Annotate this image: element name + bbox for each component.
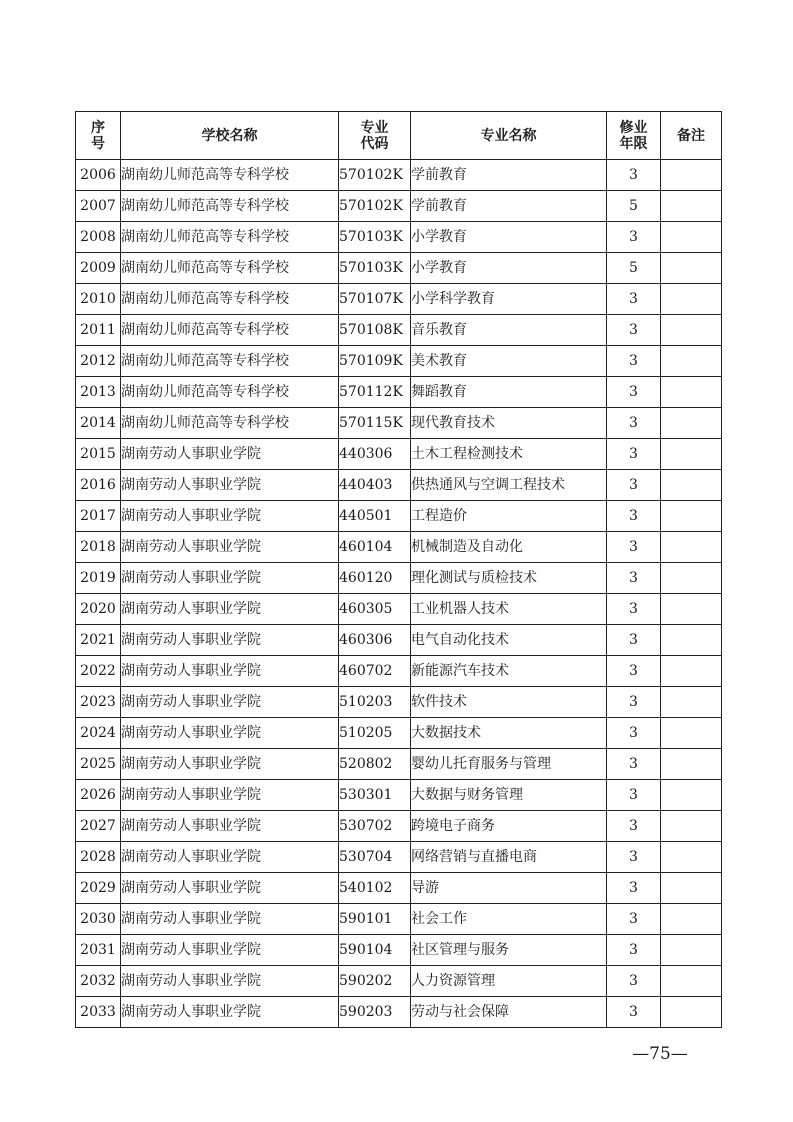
cell-major-code: 510205	[339, 718, 411, 749]
header-years-line-2: 年限	[619, 135, 648, 152]
cell-serial-number: 2007	[76, 191, 121, 222]
cell-remarks	[661, 160, 722, 191]
cell-major-name: 小学教育	[411, 253, 607, 284]
table-row	[76, 532, 722, 563]
cell-study-years: 3	[607, 594, 661, 625]
header-school-name: 学校名称	[121, 112, 339, 160]
cell-school-name: 湖南幼儿师范高等专科学校	[121, 408, 339, 439]
table-row	[76, 811, 722, 842]
cell-major-name: 网络营销与直播电商	[411, 842, 607, 873]
cell-major-code: 590203	[339, 997, 411, 1028]
cell-major-name: 跨境电子商务	[411, 811, 607, 842]
cell-major-code: 460305	[339, 594, 411, 625]
cell-study-years: 3	[607, 780, 661, 811]
cell-major-code: 570109K	[339, 346, 411, 377]
cell-major-name: 新能源汽车技术	[411, 656, 607, 687]
cell-major-name: 电气自动化技术	[411, 625, 607, 656]
cell-remarks	[661, 315, 722, 346]
cell-serial-number: 2032	[76, 966, 121, 997]
cell-school-name: 湖南幼儿师范高等专科学校	[121, 377, 339, 408]
cell-remarks	[661, 501, 722, 532]
cell-serial-number: 2013	[76, 377, 121, 408]
table-row	[76, 253, 722, 284]
cell-remarks	[661, 346, 722, 377]
cell-major-code: 570107K	[339, 284, 411, 315]
cell-study-years: 3	[607, 284, 661, 315]
header-study-years	[607, 112, 661, 160]
cell-major-name: 理化测试与质检技术	[411, 563, 607, 594]
cell-school-name: 湖南劳动人事职业学院	[121, 749, 339, 780]
table-row	[76, 160, 722, 191]
cell-remarks	[661, 532, 722, 563]
cell-major-code: 540102	[339, 873, 411, 904]
cell-remarks	[661, 718, 722, 749]
header-major-code	[339, 112, 411, 160]
cell-study-years: 3	[607, 718, 661, 749]
table-row	[76, 780, 722, 811]
table-row	[76, 408, 722, 439]
cell-study-years: 3	[607, 842, 661, 873]
cell-study-years: 3	[607, 160, 661, 191]
cell-study-years: 3	[607, 873, 661, 904]
cell-major-code: 460702	[339, 656, 411, 687]
table-row	[76, 439, 722, 470]
cell-major-code: 440501	[339, 501, 411, 532]
cell-serial-number: 2026	[76, 780, 121, 811]
cell-school-name: 湖南劳动人事职业学院	[121, 997, 339, 1028]
cell-school-name: 湖南劳动人事职业学院	[121, 532, 339, 563]
cell-study-years: 3	[607, 997, 661, 1028]
cell-study-years: 3	[607, 439, 661, 470]
table-row	[76, 191, 722, 222]
cell-school-name: 湖南幼儿师范高等专科学校	[121, 222, 339, 253]
cell-school-name: 湖南劳动人事职业学院	[121, 501, 339, 532]
table-row	[76, 687, 722, 718]
table-row	[76, 470, 722, 501]
cell-major-code: 530702	[339, 811, 411, 842]
cell-school-name: 湖南劳动人事职业学院	[121, 439, 339, 470]
cell-serial-number: 2017	[76, 501, 121, 532]
cell-school-name: 湖南幼儿师范高等专科学校	[121, 253, 339, 284]
cell-major-name: 工程造价	[411, 501, 607, 532]
page-number: —75—	[632, 1044, 688, 1064]
header-code-line-2: 代码	[360, 135, 389, 152]
table-row	[76, 718, 722, 749]
cell-major-code: 590101	[339, 904, 411, 935]
cell-study-years: 3	[607, 625, 661, 656]
cell-remarks	[661, 780, 722, 811]
cell-study-years: 5	[607, 191, 661, 222]
cell-major-code: 460120	[339, 563, 411, 594]
table-header-row	[76, 112, 722, 160]
majors-table	[75, 111, 722, 1028]
table-row	[76, 997, 722, 1028]
cell-school-name: 湖南幼儿师范高等专科学校	[121, 315, 339, 346]
cell-remarks	[661, 687, 722, 718]
cell-major-code: 570102K	[339, 191, 411, 222]
cell-major-name: 供热通风与空调工程技术	[411, 470, 607, 501]
cell-remarks	[661, 997, 722, 1028]
cell-serial-number: 2018	[76, 532, 121, 563]
table-row	[76, 501, 722, 532]
cell-major-name: 机械制造及自动化	[411, 532, 607, 563]
table-row	[76, 563, 722, 594]
cell-major-name: 小学教育	[411, 222, 607, 253]
header-serial-line-2: 号	[91, 135, 105, 152]
cell-major-name: 大数据与财务管理	[411, 780, 607, 811]
cell-serial-number: 2012	[76, 346, 121, 377]
cell-major-code: 570102K	[339, 160, 411, 191]
table-row	[76, 935, 722, 966]
cell-major-name: 学前教育	[411, 191, 607, 222]
cell-school-name: 湖南劳动人事职业学院	[121, 563, 339, 594]
cell-remarks	[661, 904, 722, 935]
cell-serial-number: 2023	[76, 687, 121, 718]
cell-major-name: 土木工程检测技术	[411, 439, 607, 470]
cell-remarks	[661, 253, 722, 284]
cell-remarks	[661, 966, 722, 997]
cell-remarks	[661, 811, 722, 842]
table-row	[76, 222, 722, 253]
cell-study-years: 3	[607, 811, 661, 842]
table-row	[76, 346, 722, 377]
cell-remarks	[661, 656, 722, 687]
cell-school-name: 湖南幼儿师范高等专科学校	[121, 160, 339, 191]
cell-major-code: 530301	[339, 780, 411, 811]
cell-school-name: 湖南劳动人事职业学院	[121, 594, 339, 625]
cell-major-name: 工业机器人技术	[411, 594, 607, 625]
cell-serial-number: 2020	[76, 594, 121, 625]
cell-study-years: 3	[607, 656, 661, 687]
cell-serial-number: 2006	[76, 160, 121, 191]
cell-major-code: 570103K	[339, 222, 411, 253]
cell-study-years: 3	[607, 904, 661, 935]
table-row	[76, 377, 722, 408]
cell-study-years: 3	[607, 377, 661, 408]
cell-school-name: 湖南劳动人事职业学院	[121, 780, 339, 811]
cell-school-name: 湖南劳动人事职业学院	[121, 873, 339, 904]
table-row	[76, 625, 722, 656]
cell-remarks	[661, 222, 722, 253]
table-body	[76, 160, 722, 1028]
cell-remarks	[661, 935, 722, 966]
cell-remarks	[661, 842, 722, 873]
cell-remarks	[661, 439, 722, 470]
cell-serial-number: 2014	[76, 408, 121, 439]
cell-school-name: 湖南劳动人事职业学院	[121, 904, 339, 935]
cell-school-name: 湖南幼儿师范高等专科学校	[121, 191, 339, 222]
cell-study-years: 3	[607, 346, 661, 377]
cell-serial-number: 2025	[76, 749, 121, 780]
cell-serial-number: 2031	[76, 935, 121, 966]
cell-remarks	[661, 873, 722, 904]
cell-study-years: 3	[607, 315, 661, 346]
cell-major-code: 530704	[339, 842, 411, 873]
cell-major-name: 劳动与社会保障	[411, 997, 607, 1028]
cell-serial-number: 2019	[76, 563, 121, 594]
cell-major-name: 大数据技术	[411, 718, 607, 749]
cell-school-name: 湖南劳动人事职业学院	[121, 842, 339, 873]
cell-study-years: 3	[607, 687, 661, 718]
cell-study-years: 3	[607, 501, 661, 532]
header-years-line-1: 修业	[619, 119, 648, 136]
cell-remarks	[661, 408, 722, 439]
table-row	[76, 656, 722, 687]
cell-serial-number: 2027	[76, 811, 121, 842]
cell-school-name: 湖南幼儿师范高等专科学校	[121, 284, 339, 315]
cell-study-years: 3	[607, 966, 661, 997]
cell-study-years: 3	[607, 470, 661, 501]
table-row	[76, 873, 722, 904]
cell-major-code: 520802	[339, 749, 411, 780]
cell-school-name: 湖南劳动人事职业学院	[121, 811, 339, 842]
table-row	[76, 966, 722, 997]
cell-study-years: 3	[607, 935, 661, 966]
cell-study-years: 3	[607, 532, 661, 563]
cell-major-code: 570112K	[339, 377, 411, 408]
cell-major-code: 460104	[339, 532, 411, 563]
cell-school-name: 湖南劳动人事职业学院	[121, 656, 339, 687]
cell-remarks	[661, 191, 722, 222]
cell-serial-number: 2030	[76, 904, 121, 935]
cell-serial-number: 2008	[76, 222, 121, 253]
cell-major-code: 590202	[339, 966, 411, 997]
cell-major-code: 570108K	[339, 315, 411, 346]
cell-major-name: 人力资源管理	[411, 966, 607, 997]
table-row	[76, 594, 722, 625]
table-row	[76, 749, 722, 780]
cell-major-code: 590104	[339, 935, 411, 966]
cell-serial-number: 2010	[76, 284, 121, 315]
cell-major-name: 导游	[411, 873, 607, 904]
header-serial-line-1: 序	[91, 119, 105, 136]
cell-major-name: 音乐教育	[411, 315, 607, 346]
cell-study-years: 5	[607, 253, 661, 284]
cell-remarks	[661, 625, 722, 656]
cell-study-years: 3	[607, 563, 661, 594]
cell-serial-number: 2022	[76, 656, 121, 687]
cell-major-name: 婴幼儿托育服务与管理	[411, 749, 607, 780]
cell-serial-number: 2011	[76, 315, 121, 346]
cell-school-name: 湖南劳动人事职业学院	[121, 966, 339, 997]
cell-major-name: 社区管理与服务	[411, 935, 607, 966]
cell-serial-number: 2033	[76, 997, 121, 1028]
cell-school-name: 湖南劳动人事职业学院	[121, 470, 339, 501]
cell-school-name: 湖南劳动人事职业学院	[121, 625, 339, 656]
cell-major-name: 现代教育技术	[411, 408, 607, 439]
cell-major-code: 510203	[339, 687, 411, 718]
cell-major-name: 美术教育	[411, 346, 607, 377]
table-row	[76, 315, 722, 346]
header-serial-number	[76, 112, 121, 160]
cell-major-code: 440306	[339, 439, 411, 470]
table-row	[76, 904, 722, 935]
cell-major-code: 570115K	[339, 408, 411, 439]
cell-study-years: 3	[607, 408, 661, 439]
cell-remarks	[661, 284, 722, 315]
cell-major-name: 小学科学教育	[411, 284, 607, 315]
cell-remarks	[661, 563, 722, 594]
cell-school-name: 湖南幼儿师范高等专科学校	[121, 346, 339, 377]
cell-study-years: 3	[607, 222, 661, 253]
cell-major-code: 440403	[339, 470, 411, 501]
header-remarks: 备注	[661, 112, 722, 160]
header-code-line-1: 专业	[360, 119, 389, 136]
cell-major-code: 570103K	[339, 253, 411, 284]
cell-serial-number: 2021	[76, 625, 121, 656]
table-row	[76, 284, 722, 315]
cell-remarks	[661, 749, 722, 780]
cell-school-name: 湖南劳动人事职业学院	[121, 687, 339, 718]
table-row	[76, 842, 722, 873]
cell-serial-number: 2016	[76, 470, 121, 501]
cell-major-name: 软件技术	[411, 687, 607, 718]
cell-major-name: 学前教育	[411, 160, 607, 191]
cell-school-name: 湖南劳动人事职业学院	[121, 935, 339, 966]
cell-major-name: 社会工作	[411, 904, 607, 935]
cell-school-name: 湖南劳动人事职业学院	[121, 718, 339, 749]
cell-serial-number: 2029	[76, 873, 121, 904]
cell-major-name: 舞蹈教育	[411, 377, 607, 408]
cell-remarks	[661, 594, 722, 625]
cell-serial-number: 2024	[76, 718, 121, 749]
cell-major-code: 460306	[339, 625, 411, 656]
cell-study-years: 3	[607, 749, 661, 780]
cell-serial-number: 2015	[76, 439, 121, 470]
cell-serial-number: 2028	[76, 842, 121, 873]
cell-remarks	[661, 470, 722, 501]
cell-serial-number: 2009	[76, 253, 121, 284]
cell-remarks	[661, 377, 722, 408]
header-major-name: 专业名称	[411, 112, 607, 160]
